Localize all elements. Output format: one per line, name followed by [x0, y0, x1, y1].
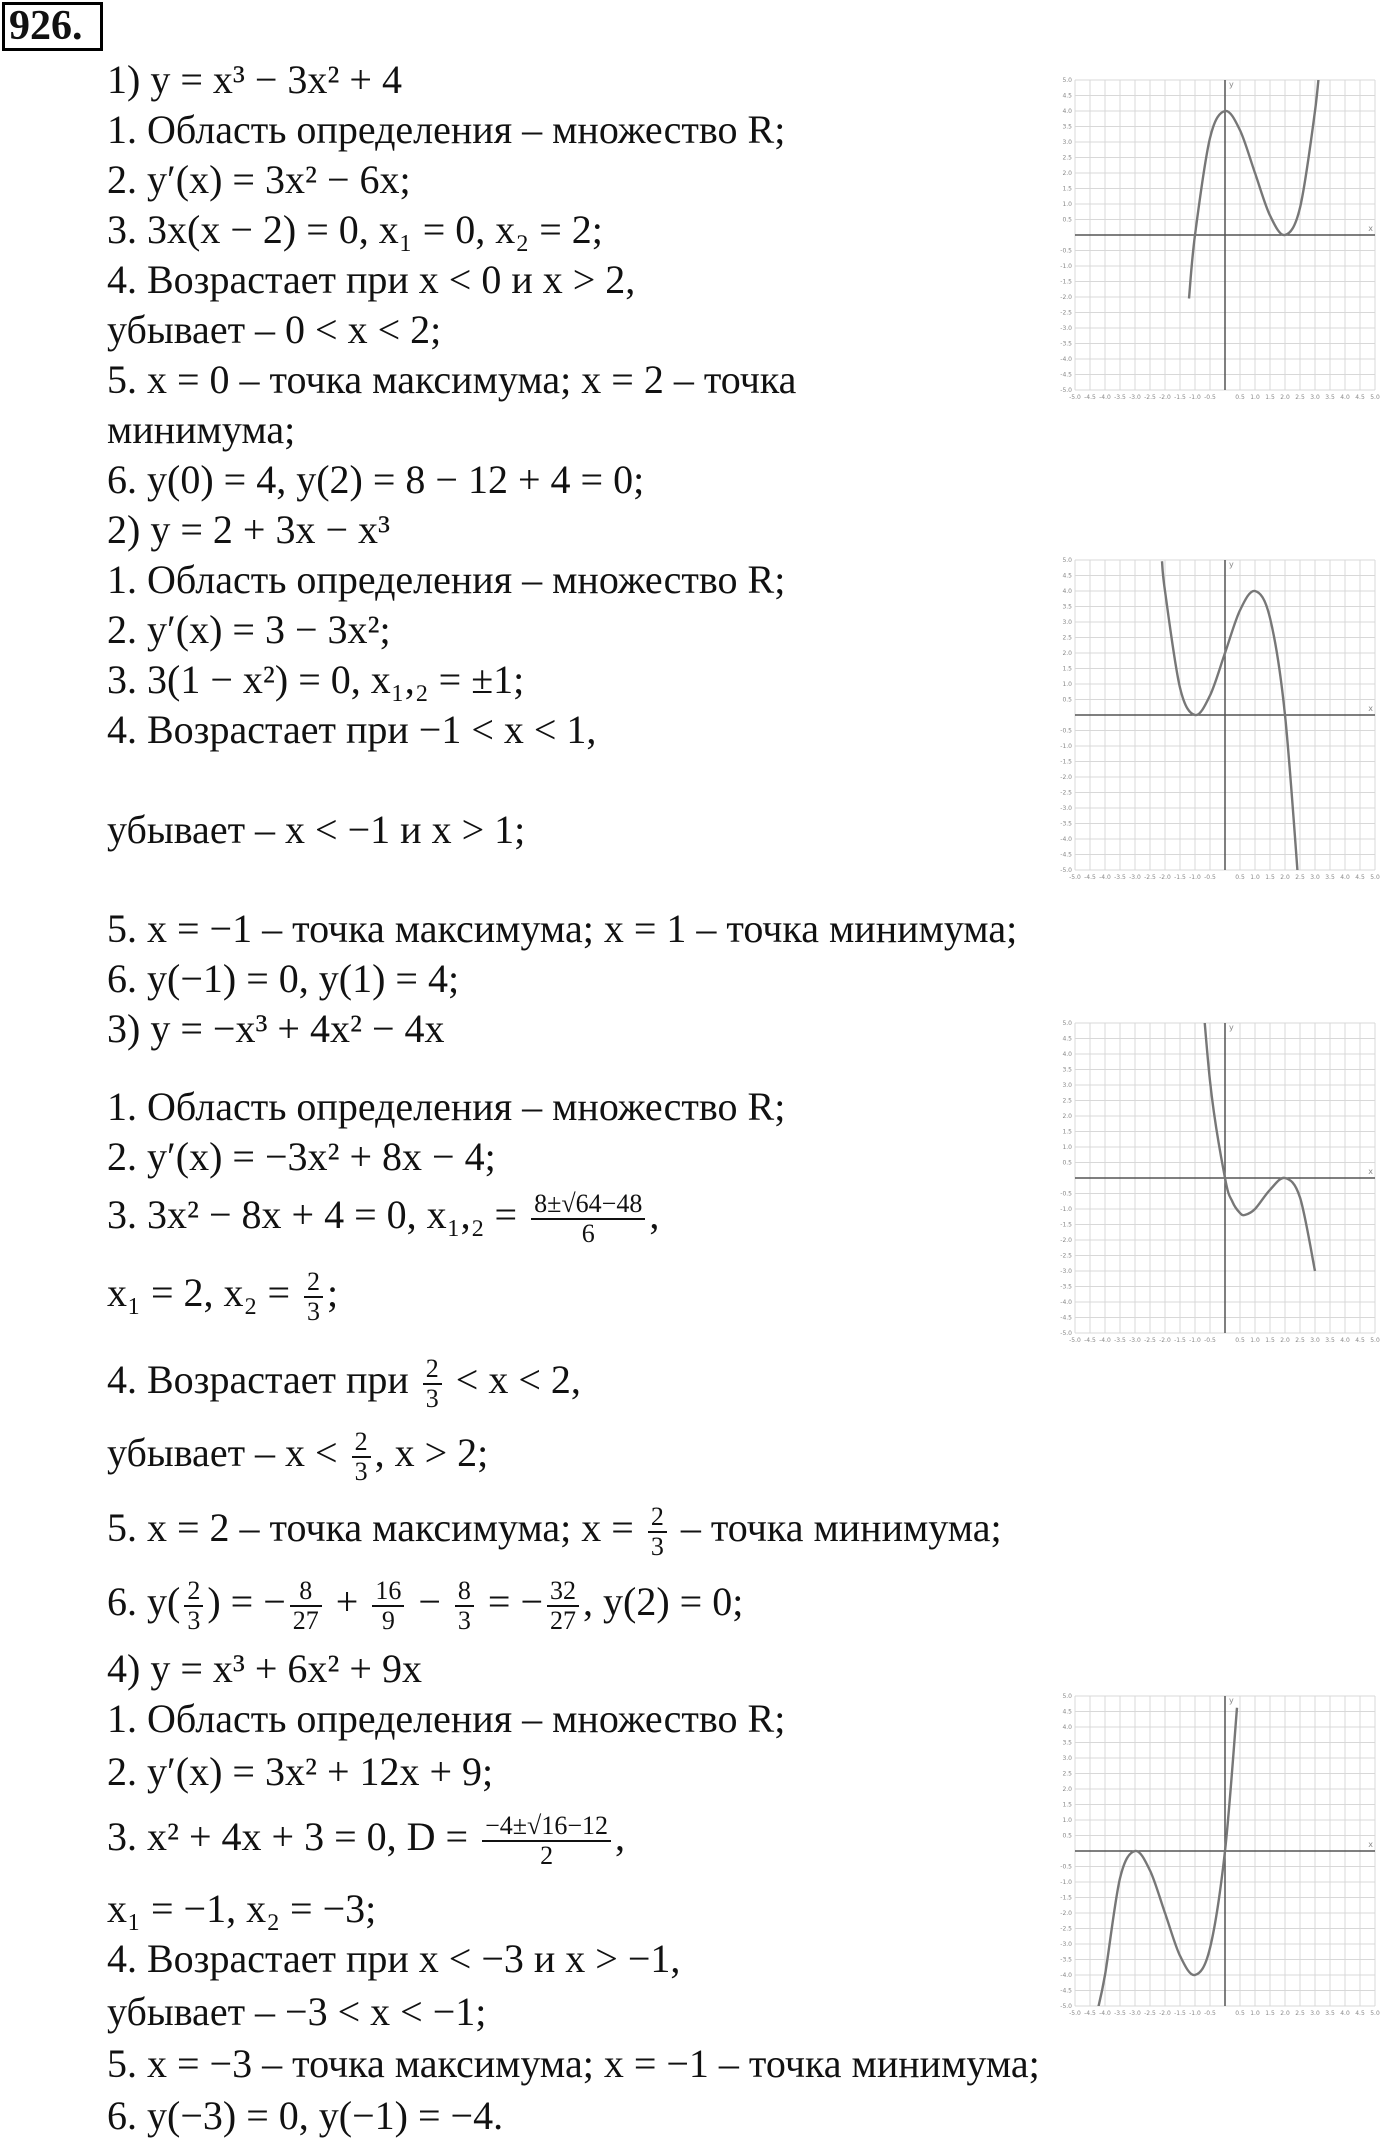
x-tick-label: -3.5	[1114, 874, 1126, 881]
y-tick-label: -4.0	[1060, 836, 1072, 843]
y-tick-label: -4.0	[1060, 356, 1072, 363]
x-tick-label: -4.5	[1084, 1337, 1096, 1344]
x-tick-label: 4.0	[1340, 2010, 1350, 2017]
x-tick-label: -1.0	[1189, 2010, 1201, 2017]
x-tick-label: -1.5	[1174, 394, 1186, 401]
part4-function: 4) y = x³ + 6x² + 9x	[107, 1646, 422, 1691]
y-tick-label: 2.5	[1062, 1770, 1072, 1778]
y-tick-label: -4.5	[1060, 1314, 1072, 1322]
part1-step2: 2. y′(x) = 3x² − 6x;	[107, 157, 411, 202]
x-tick-label: -0.5	[1204, 1337, 1216, 1344]
two-thirds-fraction	[352, 1428, 371, 1486]
part3-step6-text: +	[325, 1579, 369, 1625]
fraction-numerator: 16	[372, 1577, 404, 1607]
part3-step5	[107, 1503, 1002, 1561]
x-tick-label: -2.5	[1144, 1337, 1156, 1344]
x-tick-label: -2.0	[1159, 394, 1171, 401]
x-tick-label: -4.5	[1084, 394, 1096, 401]
fraction-numerator: 8	[290, 1577, 322, 1607]
problem-number: 926.	[2, 2, 103, 51]
y-tick-label: 0.5	[1062, 1159, 1072, 1167]
thirtytwo-27ths-fraction	[547, 1577, 579, 1635]
part3-step5-text: 5. x = 2 – точка максимума; x =	[107, 1505, 644, 1551]
part3-step6-text: = −	[477, 1579, 544, 1625]
part2-step4: 4. Возрастает при −1 < x < 1,	[107, 707, 597, 752]
graph-3	[1055, 1015, 1395, 1355]
y-tick-label: -2.5	[1060, 1925, 1072, 1933]
y-tick-label: -2.0	[1060, 294, 1072, 301]
fraction-denominator: 9	[381, 1606, 395, 1635]
y-tick-label: -2.0	[1060, 1237, 1072, 1244]
y-tick-label: 4.0	[1062, 1724, 1072, 1731]
y-tick-label: -4.5	[1060, 1987, 1072, 1995]
part3-step3-tail: ,	[649, 1192, 660, 1238]
x-tick-label: -5.0	[1069, 2010, 1081, 2017]
part1-step4: 4. Возрастает при x < 0 и x > 2,	[107, 257, 636, 302]
x-tick-label: -5.0	[1069, 394, 1081, 401]
x-tick-label: -2.5	[1144, 874, 1156, 881]
x-tick-label: 3.5	[1325, 874, 1335, 881]
part3-step6-text: ) = −	[207, 1579, 286, 1625]
y-tick-label: 4.0	[1062, 108, 1072, 115]
y-tick-label: 1.0	[1062, 1144, 1072, 1151]
y-tick-label: 1.0	[1062, 1817, 1072, 1824]
y-tick-label: 2.0	[1062, 170, 1072, 177]
part4-step1: 1. Область определения – множество R;	[107, 1696, 786, 1741]
x-tick-label: -4.5	[1084, 874, 1096, 881]
part3-step1: 1. Область определения – множество R;	[107, 1084, 786, 1129]
y-tick-label: 5.0	[1062, 77, 1072, 84]
y-tick-label: 5.0	[1062, 557, 1072, 564]
part2-step5: 5. x = −1 – точка максимума; x = 1 – точка минимума;	[107, 906, 1018, 951]
y-tick-label: -1.0	[1060, 263, 1072, 270]
eight-27ths-fraction	[290, 1577, 322, 1635]
y-tick-label: 2.0	[1062, 1786, 1072, 1793]
part3-step3-text: 3. 3x² − 8x + 4 = 0, x₁,₂ =	[107, 1192, 528, 1238]
y-tick-label: -5.0	[1060, 2003, 1072, 2010]
y-tick-label: 0.5	[1062, 696, 1072, 704]
part4-step2: 2. y′(x) = 3x² + 12x + 9;	[107, 1749, 494, 1794]
x-tick-label: -3.0	[1129, 2010, 1141, 2017]
part4-roots: x₁ = −1, x₂ = −3;	[107, 1886, 377, 1931]
y-tick-label: -4.0	[1060, 1299, 1072, 1306]
part1-step6: 6. y(0) = 4, y(2) = 8 − 12 + 4 = 0;	[107, 457, 645, 502]
fraction-denominator: 3	[425, 1384, 439, 1413]
x-tick-label: -2.0	[1159, 1337, 1171, 1344]
y-tick-label: 4.5	[1062, 92, 1072, 100]
fraction-denominator: 2	[540, 1841, 554, 1870]
y-tick-label: 3.5	[1062, 123, 1072, 131]
x-tick-label: -2.5	[1144, 394, 1156, 401]
y-tick-label: -1.0	[1060, 1206, 1072, 1213]
y-tick-label: -2.0	[1060, 774, 1072, 781]
function-curve	[1096, 1708, 1237, 2017]
part3-dec-tail: , x > 2;	[374, 1430, 489, 1476]
y-tick-label: 1.5	[1062, 1128, 1072, 1136]
y-tick-label: -4.5	[1060, 851, 1072, 859]
x-tick-label: 2.5	[1295, 1337, 1305, 1344]
graph-4	[1055, 1688, 1395, 2028]
y-tick-label: -1.5	[1060, 1894, 1072, 1902]
part3-step4-tail: < x < 2,	[445, 1357, 581, 1403]
fraction-numerator: 8	[455, 1577, 474, 1607]
fraction-denominator: 3	[307, 1297, 321, 1326]
two-thirds-fraction	[648, 1503, 667, 1561]
y-tick-label: 4.5	[1062, 572, 1072, 580]
x-tick-label: -1.0	[1189, 1337, 1201, 1344]
y-tick-label: 2.0	[1062, 650, 1072, 657]
y-tick-label: 3.5	[1062, 1066, 1072, 1074]
sixteen-ninths-fraction	[372, 1577, 404, 1635]
x-tick-label: 0.5	[1235, 2010, 1245, 2017]
part2-step1: 1. Область определения – множество R;	[107, 557, 786, 602]
fraction-denominator: 27	[550, 1606, 577, 1635]
part4-step3-tail: ,	[615, 1814, 625, 1860]
x-tick-label: -3.0	[1129, 1337, 1141, 1344]
x-tick-label: -3.0	[1129, 874, 1141, 881]
part3-step6-text: , y(2) = 0;	[583, 1579, 744, 1625]
x-tick-label: 4.0	[1340, 1337, 1350, 1344]
x-tick-label: -4.0	[1099, 2010, 1111, 2017]
y-tick-label: -5.0	[1060, 387, 1072, 394]
x-tick-label: -0.5	[1204, 394, 1216, 401]
y-tick-label: -0.5	[1060, 1190, 1072, 1198]
fraction-numerator: 2	[304, 1268, 323, 1298]
y-tick-label: -0.5	[1060, 1863, 1072, 1871]
function-curve	[1162, 561, 1300, 892]
fraction-denominator: 3	[354, 1457, 368, 1486]
fraction-numerator: 8±√64−48	[531, 1190, 645, 1220]
part4-step6: 6. y(−3) = 0, y(−1) = −4.	[107, 2093, 504, 2138]
part3-roots-text: x₁ = 2, x₂ =	[107, 1270, 301, 1316]
fraction-denominator: 27	[292, 1606, 319, 1635]
y-tick-label: 1.5	[1062, 665, 1072, 673]
x-tick-label: -4.0	[1099, 394, 1111, 401]
x-tick-label: -3.0	[1129, 394, 1141, 401]
part3-step4-text: 4. Возрастает при	[107, 1357, 419, 1403]
x-tick-label: -2.5	[1144, 2010, 1156, 2017]
x-tick-label: -1.5	[1174, 1337, 1186, 1344]
y-tick-label: 3.5	[1062, 603, 1072, 611]
x-tick-label: 3.5	[1325, 1337, 1335, 1344]
y-tick-label: 1.0	[1062, 681, 1072, 688]
x-tick-label: -4.5	[1084, 2010, 1096, 2017]
y-tick-label: 3.0	[1062, 619, 1072, 626]
y-tick-label: 2.5	[1062, 1097, 1072, 1105]
y-tick-label: 3.0	[1062, 1755, 1072, 1762]
x-tick-label: 0.5	[1235, 1337, 1245, 1344]
y-tick-label: -4.0	[1060, 1972, 1072, 1979]
x-tick-label: 5.0	[1370, 1337, 1380, 1344]
x-tick-label: 3.0	[1310, 1337, 1320, 1344]
two-thirds-fraction	[184, 1577, 203, 1635]
y-tick-label: -2.0	[1060, 1910, 1072, 1917]
x-tick-label: 1.0	[1250, 394, 1260, 401]
part3-step6-text: −	[408, 1579, 451, 1625]
x-tick-label: -0.5	[1204, 874, 1216, 881]
y-tick-label: -0.5	[1060, 727, 1072, 735]
y-tick-label: 2.5	[1062, 154, 1072, 162]
part1-step3: 3. 3x(x − 2) = 0, x₁ = 0, x₂ = 2;	[107, 207, 603, 252]
x-tick-label: -0.5	[1204, 2010, 1216, 2017]
fraction-denominator: 6	[581, 1219, 595, 1248]
part4-step5: 5. x = −3 – точка максимума; x = −1 – точка минимума;	[107, 2041, 1040, 2086]
part3-roots-fraction	[531, 1190, 645, 1248]
part3-step6-text: 6. y(	[107, 1579, 181, 1625]
y-axis-label: y	[1229, 1023, 1234, 1032]
y-tick-label: 4.0	[1062, 1051, 1072, 1058]
y-tick-label: -3.0	[1060, 1941, 1072, 1948]
part3-step6	[107, 1577, 743, 1635]
x-tick-label: 3.0	[1310, 874, 1320, 881]
y-tick-label: 3.0	[1062, 139, 1072, 146]
eight-thirds-fraction	[455, 1577, 474, 1635]
y-tick-label: 2.5	[1062, 634, 1072, 642]
part4-step3	[107, 1812, 625, 1870]
part3-step2: 2. y′(x) = −3x² + 8x − 4;	[107, 1134, 496, 1179]
y-tick-label: 1.5	[1062, 185, 1072, 193]
fraction-denominator: 3	[187, 1606, 201, 1635]
x-tick-label: 2.0	[1280, 874, 1290, 881]
part1-step1: 1. Область определения – множество R;	[107, 107, 786, 152]
y-tick-label: -3.0	[1060, 325, 1072, 332]
y-tick-label: -2.5	[1060, 1252, 1072, 1260]
y-tick-label: -5.0	[1060, 867, 1072, 874]
part1-step5: 5. x = 0 – точка максимума; x = 2 – точка	[107, 357, 797, 402]
graph-2	[1055, 552, 1395, 892]
part3-step3	[107, 1190, 659, 1248]
y-tick-label: 1.0	[1062, 201, 1072, 208]
part3-step5-tail: – точка минимума;	[670, 1505, 1002, 1551]
y-tick-label: -1.5	[1060, 278, 1072, 286]
x-tick-label: 4.0	[1340, 874, 1350, 881]
two-thirds-fraction	[423, 1355, 442, 1413]
x-tick-label: -2.0	[1159, 2010, 1171, 2017]
x-tick-label: -3.5	[1114, 1337, 1126, 1344]
part4-step4-cont: убывает – −3 < x < −1;	[107, 1989, 487, 2034]
x-tick-label: 1.0	[1250, 2010, 1260, 2017]
y-axis-label: y	[1229, 560, 1234, 569]
part4-step4: 4. Возрастает при x < −3 и x > −1,	[107, 1936, 681, 1981]
x-tick-label: 4.5	[1355, 2010, 1365, 2017]
y-tick-label: -3.5	[1060, 1283, 1072, 1291]
y-tick-label: 4.0	[1062, 588, 1072, 595]
x-axis-label: x	[1368, 704, 1373, 713]
y-tick-label: -2.5	[1060, 309, 1072, 317]
y-tick-label: -1.0	[1060, 743, 1072, 750]
y-tick-label: -3.5	[1060, 1956, 1072, 1964]
fraction-numerator: 32	[547, 1577, 579, 1607]
two-thirds-fraction	[304, 1268, 323, 1326]
x-tick-label: 1.5	[1265, 1337, 1275, 1344]
x-tick-label: 1.5	[1265, 874, 1275, 881]
x-tick-label: 1.0	[1250, 874, 1260, 881]
x-tick-label: 2.0	[1280, 1337, 1290, 1344]
fraction-numerator: 2	[184, 1577, 203, 1607]
y-axis-label: y	[1229, 80, 1234, 89]
y-tick-label: -1.5	[1060, 1221, 1072, 1229]
x-tick-label: -4.0	[1099, 874, 1111, 881]
x-tick-label: -1.5	[1174, 2010, 1186, 2017]
x-axis-label: x	[1368, 224, 1373, 233]
y-tick-label: -2.5	[1060, 789, 1072, 797]
fraction-numerator: −4±√16−12	[482, 1812, 611, 1842]
part3-roots	[107, 1268, 338, 1326]
x-tick-label: -5.0	[1069, 1337, 1081, 1344]
part3-roots-tail: ;	[327, 1270, 339, 1316]
x-tick-label: 1.5	[1265, 2010, 1275, 2017]
x-tick-label: 3.0	[1310, 394, 1320, 401]
y-axis-label: y	[1229, 1696, 1234, 1705]
fraction-denominator: 3	[650, 1532, 664, 1561]
x-tick-label: -1.0	[1189, 394, 1201, 401]
x-tick-label: 2.5	[1295, 2010, 1305, 2017]
x-axis-label: x	[1368, 1840, 1373, 1849]
y-tick-label: -3.5	[1060, 820, 1072, 828]
x-tick-label: 5.0	[1370, 394, 1380, 401]
y-tick-label: -0.5	[1060, 247, 1072, 255]
part3-step4	[107, 1355, 581, 1413]
x-tick-label: 0.5	[1235, 874, 1245, 881]
x-tick-label: 3.5	[1325, 2010, 1335, 2017]
part3-function: 3) y = −x³ + 4x² − 4x	[107, 1006, 445, 1051]
x-tick-label: 4.0	[1340, 394, 1350, 401]
x-tick-label: -2.0	[1159, 874, 1171, 881]
fraction-numerator: 2	[423, 1355, 442, 1385]
part2-function: 2) y = 2 + 3x − x³	[107, 507, 390, 552]
part3-dec-text: убывает – x <	[107, 1430, 348, 1476]
y-tick-label: 4.5	[1062, 1035, 1072, 1043]
fraction-denominator: 3	[457, 1606, 471, 1635]
x-tick-label: 4.5	[1355, 1337, 1365, 1344]
x-tick-label: -1.5	[1174, 874, 1186, 881]
y-tick-label: -3.0	[1060, 1268, 1072, 1275]
graph-1	[1055, 72, 1395, 412]
y-tick-label: 2.0	[1062, 1113, 1072, 1120]
fraction-numerator: 2	[648, 1503, 667, 1533]
y-tick-label: -3.0	[1060, 805, 1072, 812]
part2-step2: 2. y′(x) = 3 − 3x²;	[107, 607, 391, 652]
x-tick-label: -4.0	[1099, 1337, 1111, 1344]
x-tick-label: -3.5	[1114, 2010, 1126, 2017]
part2-step3: 3. 3(1 − x²) = 0, x₁,₂ = ±1;	[107, 657, 525, 702]
part1-step4-cont: убывает – 0 < x < 2;	[107, 307, 442, 352]
x-tick-label: 4.5	[1355, 874, 1365, 881]
part1-step5-cont: минимума;	[107, 407, 296, 452]
x-tick-label: 2.0	[1280, 394, 1290, 401]
x-tick-label: 0.5	[1235, 394, 1245, 401]
y-tick-label: 0.5	[1062, 216, 1072, 224]
y-tick-label: 4.5	[1062, 1708, 1072, 1716]
x-tick-label: 4.5	[1355, 394, 1365, 401]
part3-step4-cont	[107, 1428, 488, 1486]
part4-step3-text: 3. x² + 4x + 3 = 0, D =	[107, 1814, 479, 1860]
part1-function: 1) y = x³ − 3x² + 4	[107, 57, 402, 102]
part2-step4-cont: убывает – x < −1 и x > 1;	[107, 807, 526, 852]
y-tick-label: -1.0	[1060, 1879, 1072, 1886]
x-tick-label: 5.0	[1370, 2010, 1380, 2017]
y-tick-label: 5.0	[1062, 1020, 1072, 1027]
x-tick-label: 3.5	[1325, 394, 1335, 401]
x-tick-label: 5.0	[1370, 874, 1380, 881]
x-axis-label: x	[1368, 1167, 1373, 1176]
x-tick-label: 2.0	[1280, 2010, 1290, 2017]
x-tick-label: 1.5	[1265, 394, 1275, 401]
y-tick-label: 3.5	[1062, 1739, 1072, 1747]
x-tick-label: 2.5	[1295, 394, 1305, 401]
y-tick-label: -5.0	[1060, 1330, 1072, 1337]
part4-discriminant-fraction	[482, 1812, 611, 1870]
x-tick-label: -3.5	[1114, 394, 1126, 401]
part2-step6: 6. y(−1) = 0, y(1) = 4;	[107, 956, 460, 1001]
fraction-numerator: 2	[352, 1428, 371, 1458]
x-tick-label: -5.0	[1069, 874, 1081, 881]
y-tick-label: 1.5	[1062, 1801, 1072, 1809]
y-tick-label: 3.0	[1062, 1082, 1072, 1089]
x-tick-label: 3.0	[1310, 2010, 1320, 2017]
y-tick-label: -4.5	[1060, 371, 1072, 379]
x-tick-label: 1.0	[1250, 1337, 1260, 1344]
x-tick-label: -1.0	[1189, 874, 1201, 881]
x-tick-label: 2.5	[1295, 874, 1305, 881]
y-tick-label: 5.0	[1062, 1693, 1072, 1700]
y-tick-label: -3.5	[1060, 340, 1072, 348]
y-tick-label: -1.5	[1060, 758, 1072, 766]
y-tick-label: 0.5	[1062, 1832, 1072, 1840]
